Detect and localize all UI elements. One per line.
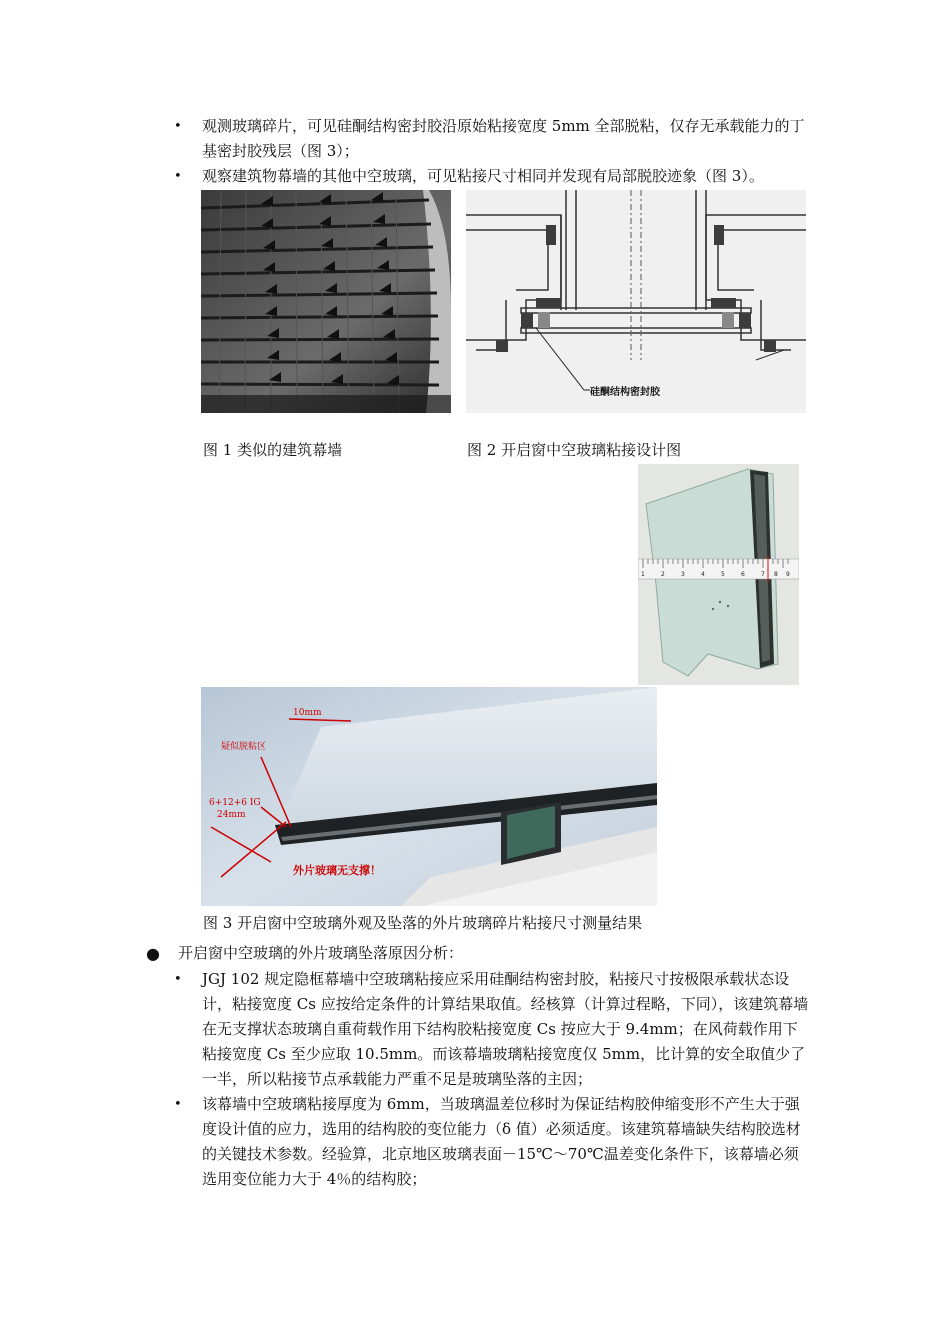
ruler-number: 8 bbox=[774, 571, 778, 578]
figure-3-caption: 图 3 开启窗中空玻璃外观及坠落的外片玻璃碎片粘接尺寸测量结果 bbox=[203, 914, 643, 932]
top-bullet-list bbox=[174, 114, 810, 189]
ruler-number: 9 bbox=[786, 571, 790, 578]
figure-2-image bbox=[466, 190, 806, 413]
figure-1-image bbox=[201, 190, 451, 413]
list-item bbox=[174, 967, 810, 1092]
ruler-number: 4 bbox=[701, 571, 705, 578]
list-item-text: 观察建筑物幕墙的其他中空玻璃，可见粘接尺寸相同并发现有局部脱胶迹象（图 3）。 bbox=[202, 167, 764, 185]
figure-3-window-image bbox=[201, 687, 657, 906]
section-heading-text: 开启窗中空玻璃的外片玻璃坠落原因分析： bbox=[178, 944, 464, 962]
list-item bbox=[174, 114, 810, 164]
analysis-list bbox=[174, 967, 810, 1192]
bullet-icon: • bbox=[174, 972, 182, 987]
ruler-number: 1 bbox=[641, 571, 645, 578]
ruler-number: 3 bbox=[681, 571, 685, 578]
list-item bbox=[174, 164, 810, 189]
bullet-icon: • bbox=[174, 1097, 182, 1112]
spec-annotation-1: 6+12+6 IG bbox=[209, 798, 261, 808]
figure-2-caption: 图 2 开启窗中空玻璃粘接设计图 bbox=[467, 441, 682, 459]
list-item-text: 观测玻璃碎片，可见硅酮结构密封胶沿原始粘接宽度 5mm 全部脱粘，仅存无承载能力的丁基密封胶残层（图 3）； bbox=[202, 117, 805, 160]
width-annotation: 10mm bbox=[293, 708, 322, 718]
list-item bbox=[174, 1092, 810, 1192]
figure-1-caption: 图 1 类似的建筑幕墙 bbox=[203, 441, 343, 459]
no-support-annotation: 外片玻璃无支撑！ bbox=[293, 864, 381, 877]
building-photo-icon bbox=[201, 190, 451, 413]
list-item-text: JGJ 102 规定隐框幕墙中空玻璃粘接应采用硅酮结构密封胶，粘接尺寸按极限承载状态设计，粘接宽度 Cs 应按给定条件的计算结果取值。经核算（计算过程略，下同），该建筑幕墙在无支撑状态玻璃自重荷载作用下结构胶粘接宽度 Cs 按应大于 9.4mm；在风荷载作用下粘接宽度 Cs 至少应取 10.5mm。而该幕墙玻璃粘接宽度仅 5mm，比计算的安全取值少了一半，所以粘接节点承载能力严重不足是玻璃坠落的主因； bbox=[202, 970, 809, 1088]
ruler-number: 6 bbox=[741, 571, 745, 578]
glass-fragment-icon bbox=[638, 464, 799, 685]
bullet-icon: • bbox=[174, 119, 182, 134]
sealant-label: 硅酮结构密封胶 bbox=[590, 387, 660, 398]
suspect-annotation: 疑似脱粘区 bbox=[221, 742, 267, 752]
figure-3-fragment-image bbox=[638, 464, 799, 685]
ruler-number: 5 bbox=[721, 571, 725, 578]
section-drawing-icon bbox=[466, 190, 806, 413]
ruler-number: 7 bbox=[761, 571, 765, 578]
section-heading bbox=[146, 941, 818, 966]
list-item-text: 该幕墙中空玻璃粘接厚度为 6mm，当玻璃温差位移时为保证结构胶伸缩变形不产生大于强度设计值的应力，选用的结构胶的变位能力（δ 值）必须适度。该建筑幕墙缺失结构胶选材的关键技术参数。经验算，北京地区玻璃表面－15℃～70℃温差变化条件下，该幕墙必须选用变位能力大于 4％的结构胶； bbox=[202, 1095, 801, 1188]
ruler-number: 2 bbox=[661, 571, 665, 578]
spec-annotation-2: 24mm bbox=[217, 810, 246, 820]
window-photo-icon bbox=[201, 687, 657, 906]
bullet-icon: • bbox=[174, 169, 182, 184]
filled-bullet-icon: ● bbox=[146, 944, 160, 963]
